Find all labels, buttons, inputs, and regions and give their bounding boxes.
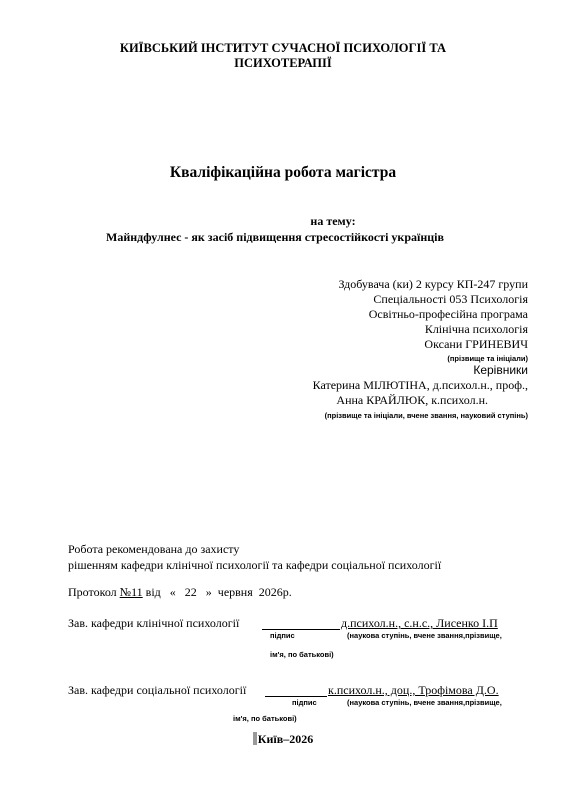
head-clinical-degree-note: (наукова ступінь, вчене звання,прізвище, bbox=[347, 631, 502, 640]
supervisors-label: Керівники bbox=[473, 363, 528, 377]
student-program: Освітньо-професійна програма bbox=[368, 307, 528, 321]
head-social-label: Зав. кафедри соціальної психології bbox=[68, 683, 247, 697]
student-name-note: (прізвище та ініціали) bbox=[447, 354, 528, 363]
protocol-from: від « bbox=[142, 585, 185, 599]
institute-name-line1: КИЇВСЬКИЙ ІНСТИТУТ СУЧАСНОЇ ПСИХОЛОГІЇ ТА bbox=[119, 41, 447, 55]
city-year-text: Київ–2026 bbox=[257, 732, 314, 746]
supervisor-2: Анна КРАЙЛЮК, к.психол.н. bbox=[336, 393, 488, 407]
supervisor-1: Катерина МІЛЮТІНА, д.психол.н., проф., bbox=[312, 378, 528, 392]
student-course-group: Здобувача (ки) 2 курсу КП-247 групи bbox=[338, 277, 528, 291]
head-social-degree-note: (наукова ступінь, вчене звання,прізвище, bbox=[347, 698, 502, 707]
head-clinical-label: Зав. кафедри клінічної психології bbox=[68, 616, 240, 630]
head-clinical-name: д.психол.н., с.н.с., Лисенко І.П bbox=[341, 616, 498, 630]
head-clinical-signature-line bbox=[262, 629, 340, 630]
head-social-name-note: ім'я, по батькові) bbox=[233, 714, 297, 723]
head-social-sign-note: підпис bbox=[292, 698, 317, 707]
recommendation-line2: рішенням кафедри клінічної психології та кафедри соціальної психології bbox=[68, 558, 442, 572]
topic-label: на тему: bbox=[310, 214, 356, 228]
head-clinical-name-note: ім'я, по батькові) bbox=[270, 650, 334, 659]
document-title: Кваліфікаційна робота магістра bbox=[169, 164, 397, 181]
city-year bbox=[0, 732, 566, 747]
head-social-signature-line bbox=[265, 696, 327, 697]
student-name: Оксани ГРИНЕВИЧ bbox=[424, 337, 528, 351]
student-specialty: Спеціальності 053 Психологія bbox=[373, 292, 528, 306]
text-cursor-icon bbox=[253, 732, 257, 745]
protocol-number: №11 bbox=[119, 585, 143, 599]
protocol-date-rest: » червня 2026р. bbox=[196, 585, 292, 599]
protocol-day: 22 bbox=[184, 585, 197, 599]
head-social-name: к.психол.н., доц., Трофімова Д.О. bbox=[328, 683, 499, 697]
topic-name: Майндфулнес - як засіб підвищення стресостійкості українців bbox=[106, 230, 444, 244]
supervisors-note: (прізвище та ініціали, вчене звання, науковий ступінь) bbox=[324, 411, 528, 420]
protocol-prefix: Протокол bbox=[68, 585, 120, 599]
protocol-line bbox=[68, 585, 292, 600]
institute-name-line2: ПСИХОТЕРАПІЇ bbox=[234, 56, 332, 70]
student-program-name: Клінічна психологія bbox=[424, 322, 528, 336]
head-clinical-sign-note: підпис bbox=[270, 631, 295, 640]
recommendation-line1: Робота рекомендована до захисту bbox=[68, 542, 240, 556]
